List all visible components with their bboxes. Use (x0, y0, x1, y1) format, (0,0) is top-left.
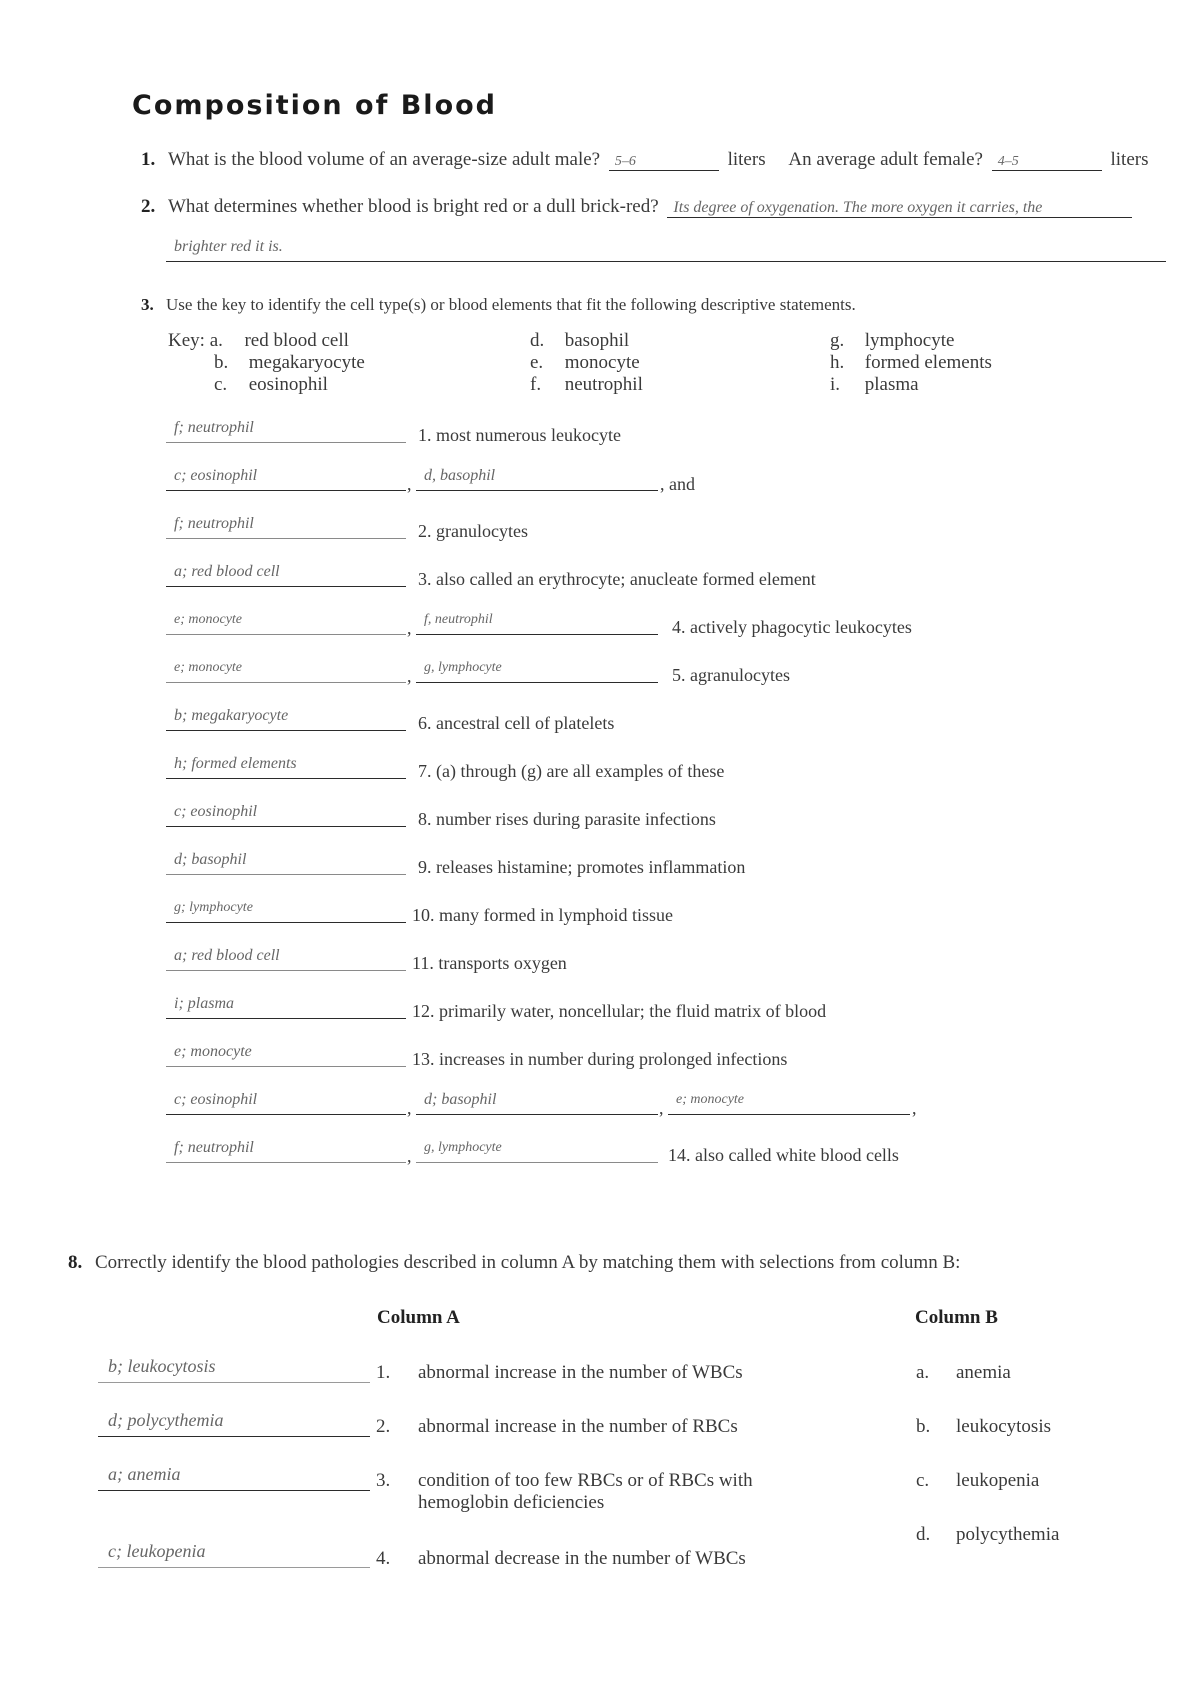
answer-line[interactable]: i; plasma (166, 993, 406, 1019)
choice-letter: b. (916, 1416, 931, 1437)
row-description-cont: hemoglobin deficiencies (418, 1492, 605, 1513)
question-3 (141, 295, 856, 315)
row-number: 1. (376, 1362, 391, 1383)
choice-label: anemia (956, 1362, 1011, 1383)
and-label: , and (660, 474, 695, 494)
statement: 11. transports oxygen (412, 953, 567, 973)
comma-separator: , (912, 1098, 917, 1118)
choice-label: polycythemia (956, 1524, 1060, 1545)
key-letter: a. (209, 330, 223, 351)
key-item: plasma (864, 374, 919, 395)
statement: 6. ancestral cell of platelets (418, 713, 615, 733)
answer-line[interactable]: g, lymphocyte (416, 657, 658, 683)
key-column-1 (168, 330, 365, 396)
answer-line[interactable]: e; monocyte (166, 1041, 406, 1067)
answer-line[interactable]: f; neutrophil (166, 417, 406, 443)
key-item: basophil (564, 330, 630, 351)
page-title: Composition of Blood (132, 90, 497, 121)
key-item: red blood cell (244, 330, 349, 351)
unit-label: liters (727, 149, 766, 170)
statement: 4. actively phagocytic leukocytes (672, 617, 912, 637)
answer-line[interactable]: a; red blood cell (166, 945, 406, 971)
answer-blank-female[interactable]: 4–5 (992, 154, 1102, 171)
key-item: neutrophil (564, 374, 643, 395)
choice-item (916, 1416, 1051, 1438)
question-1 (141, 149, 1148, 171)
question-text: What is the blood volume of an average-size adult male? (168, 149, 601, 170)
statement: 2. granulocytes (418, 521, 528, 541)
row-number: 4. (376, 1548, 391, 1569)
answer-line[interactable]: a; anemia (98, 1461, 370, 1491)
answer-blank-male[interactable]: 5–6 (609, 154, 719, 171)
question-text: Correctly identify the blood pathologies described in column A by matching them with selections from column B: (95, 1252, 961, 1273)
row-description: abnormal increase in the number of RBCs (418, 1416, 738, 1437)
key-letter: f. (530, 374, 542, 395)
comma-separator: , (659, 1098, 664, 1118)
statement: 12. primarily water, noncellular; the fluid matrix of blood (412, 1001, 827, 1021)
key-label: Key: (168, 330, 205, 351)
answer-line[interactable]: d; basophil (416, 1089, 658, 1115)
answer-line[interactable]: c; eosinophil (166, 1089, 406, 1115)
answer-line[interactable]: Its degree of oxygenation. The more oxygen it carries, the (667, 199, 1132, 218)
question-number: 3. (141, 295, 154, 314)
statement: 9. releases histamine; promotes inflammation (418, 857, 746, 877)
question-text: What determines whether blood is bright red or a dull brick-red? (168, 196, 659, 217)
comma-separator: , (407, 666, 412, 686)
answer-line[interactable]: c; eosinophil (166, 465, 406, 491)
answer-line[interactable]: g; lymphocyte (166, 897, 406, 923)
key-letter: g. (830, 330, 845, 351)
column-b-header: Column B (915, 1307, 998, 1328)
choice-item (916, 1470, 1039, 1492)
statement: 3. also called an erythrocyte; anucleate formed element (418, 569, 816, 589)
answer-line[interactable]: brighter red it is. (166, 236, 1166, 262)
choice-label: leukopenia (956, 1470, 1040, 1491)
answer-line[interactable]: d; polycythemia (98, 1407, 370, 1437)
question-8 (68, 1252, 960, 1274)
key-item: monocyte (564, 352, 640, 373)
row-number: 2. (376, 1416, 391, 1437)
comma-separator: , (407, 618, 412, 638)
row-description: condition of too few RBCs or of RBCs with (418, 1470, 753, 1491)
key-letter: d. (530, 330, 545, 351)
key-letter: h. (830, 352, 845, 373)
statement: 7. (a) through (g) are all examples of these (418, 761, 725, 781)
answer-line[interactable]: f, neutrophil (416, 609, 658, 635)
answer-line[interactable]: h; formed elements (166, 753, 406, 779)
choice-label: leukocytosis (956, 1416, 1051, 1437)
question-text: An average adult female? (788, 149, 983, 170)
answer-line[interactable]: e; monocyte (668, 1089, 910, 1115)
key-item: megakaryocyte (248, 352, 365, 373)
comma-separator: , (407, 1146, 412, 1166)
question-2 (141, 196, 1132, 218)
answer-line[interactable]: d, basophil (416, 465, 658, 491)
comma-separator: , (407, 474, 412, 494)
answer-line[interactable]: c; eosinophil (166, 801, 406, 827)
key-item: formed elements (864, 352, 992, 373)
row-description: abnormal increase in the number of WBCs (418, 1362, 743, 1383)
key-letter: b. (214, 352, 229, 373)
statement: 5. agranulocytes (672, 665, 790, 685)
statement: 10. many formed in lymphoid tissue (412, 905, 673, 925)
statement: 14. also called white blood cells (668, 1145, 899, 1165)
answer-line[interactable]: c; leukopenia (98, 1538, 370, 1568)
choice-letter: c. (916, 1470, 930, 1491)
answer-line[interactable]: f; neutrophil (166, 513, 406, 539)
question-number: 8. (68, 1252, 83, 1273)
choice-letter: d. (916, 1524, 931, 1545)
statement: 13. increases in number during prolonged infections (412, 1049, 788, 1069)
key-letter: e. (530, 352, 544, 373)
key-letter: i. (830, 374, 841, 395)
key-item: lymphocyte (864, 330, 955, 351)
question-text: Use the key to identify the cell type(s) or blood elements that fit the following descriptive statements. (166, 295, 856, 314)
column-a-header: Column A (377, 1307, 460, 1328)
row-number: 3. (376, 1470, 391, 1491)
choice-item (916, 1524, 1059, 1546)
statement: 1. most numerous leukocyte (418, 425, 621, 445)
answer-line[interactable]: b; megakaryocyte (166, 705, 406, 731)
comma-separator: , (407, 1098, 412, 1118)
choice-item (916, 1362, 1011, 1384)
answer-line[interactable]: g, lymphocyte (416, 1137, 658, 1163)
answer-line[interactable]: e; monocyte (166, 657, 406, 683)
question-number: 2. (141, 196, 156, 217)
unit-label: liters (1110, 149, 1149, 170)
key-column-3 (830, 330, 992, 396)
statement: 8. number rises during parasite infections (418, 809, 716, 829)
key-letter: c. (214, 374, 228, 395)
key-item: eosinophil (248, 374, 328, 395)
answer-line[interactable]: b; leukocytosis (98, 1353, 370, 1383)
question-number: 1. (141, 149, 156, 170)
choice-letter: a. (916, 1362, 930, 1383)
answer-line[interactable]: d; basophil (166, 849, 406, 875)
row-description: abnormal decrease in the number of WBCs (418, 1548, 746, 1569)
answer-line[interactable]: e; monocyte (166, 609, 406, 635)
answer-line[interactable]: f; neutrophil (166, 1137, 406, 1163)
answer-line[interactable]: a; red blood cell (166, 561, 406, 587)
key-column-2 (530, 330, 643, 396)
